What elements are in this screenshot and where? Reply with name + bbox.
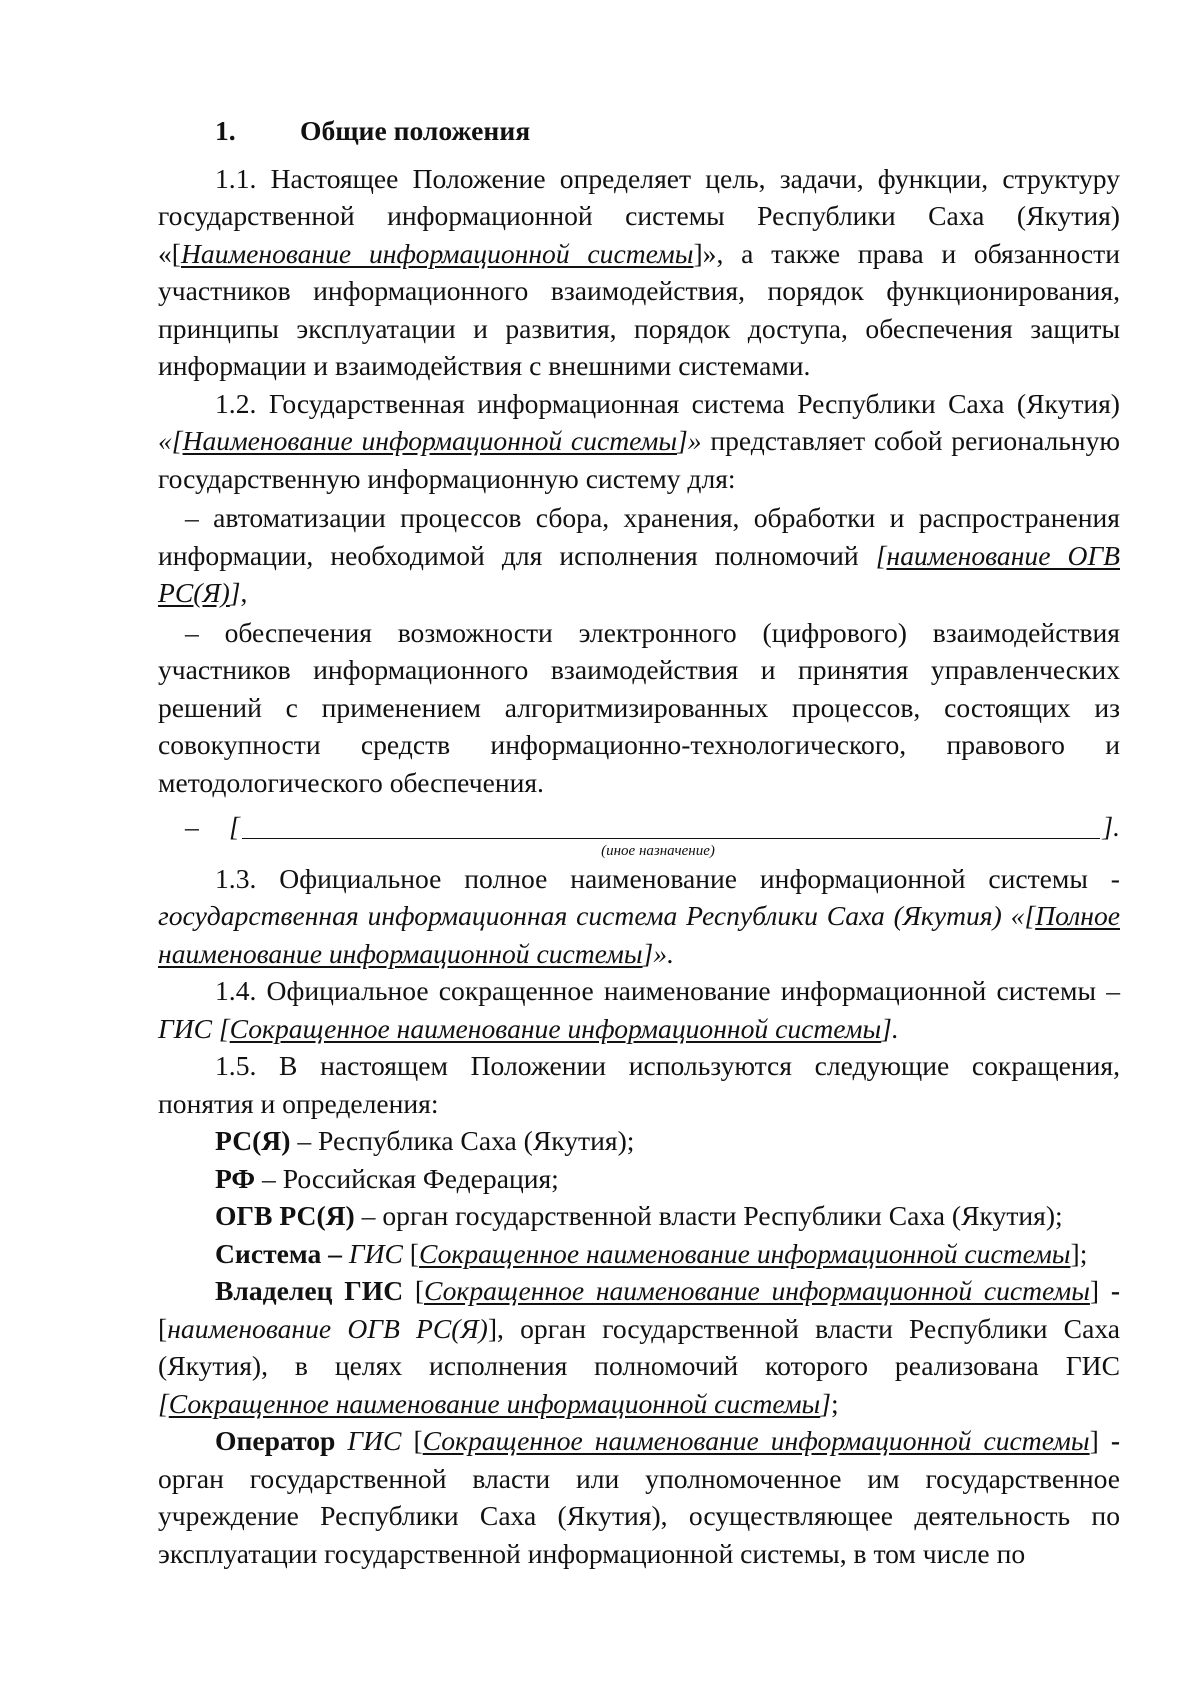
bracket-close: ]». bbox=[642, 937, 674, 969]
bullet-item-interaction bbox=[158, 614, 1120, 802]
definition-operator bbox=[158, 1422, 1120, 1572]
system-name-placeholder: Наименование информационной системы bbox=[181, 237, 694, 269]
fill-in-caption: (иное назначение) bbox=[601, 842, 715, 859]
paragraph-1-4-text: 1.4. Официальное сокращенное наименование информационной системы – bbox=[215, 975, 1120, 1006]
definition: – Республика Саха (Якутия); bbox=[290, 1125, 635, 1156]
definition-owner bbox=[158, 1272, 1120, 1422]
bracket-close: ]» bbox=[677, 425, 702, 456]
bracket-open: [ bbox=[875, 539, 887, 571]
short-name-placeholder: Сокращенное наименование информационной системы bbox=[419, 1237, 1071, 1269]
short-name-placeholder: Сокращенное наименование информационной системы bbox=[422, 1425, 1090, 1456]
definition-ogv bbox=[158, 1197, 1120, 1235]
term-dash: – bbox=[321, 1237, 349, 1269]
bracket-close: ]; bbox=[1070, 1237, 1088, 1269]
term: Оператор bbox=[215, 1425, 336, 1456]
bracket-open: [ bbox=[229, 811, 240, 842]
bracket-open: «[ bbox=[158, 425, 183, 456]
bracket-close: ] bbox=[229, 577, 241, 608]
paragraph-1-2-text-b: представляет собой региональную государственную информационную систему для: bbox=[158, 425, 1120, 494]
definition: орган государственной власти или уполномоченное им государственное учреждение Республики Саха (Якутия), осуществляющее деятельность по эксплуатации государственной информационной системы, в том числе по bbox=[158, 1462, 1120, 1569]
definition: ], орган государственной власти Республики Саха (Якутия), в целях исполнения полномочий которого реализована ГИС bbox=[158, 1312, 1120, 1381]
ogv-name-placeholder: наименование ОГВ РС(Я) bbox=[167, 1312, 488, 1344]
bullet-dash: – bbox=[185, 811, 199, 842]
paragraph-1-2-text-a: 1.2. Государственная информационная система Республики Саха (Якутия) bbox=[215, 387, 1120, 419]
term: ОГВ РС(Я) bbox=[215, 1200, 355, 1231]
bracket-open: [ bbox=[158, 1312, 168, 1344]
paragraph-1-1 bbox=[158, 160, 1120, 385]
short-name-placeholder: Сокращенное наименование информационной системы bbox=[229, 1012, 882, 1044]
definitions-list bbox=[158, 1122, 1120, 1572]
bullet-item-automation bbox=[158, 499, 1120, 612]
bullet-1-text: – автоматизации процессов сбора, хранения, обработки и распространения информации, необходимой для исполнения полномочий bbox=[158, 502, 1120, 571]
other-purpose-blank bbox=[158, 808, 1120, 846]
paragraph-1-4 bbox=[158, 972, 1120, 1047]
paragraph-1-2 bbox=[158, 385, 1120, 498]
fill-in-line[interactable] bbox=[242, 813, 1101, 839]
section-heading bbox=[215, 112, 1120, 150]
paragraph-1-3 bbox=[158, 860, 1120, 973]
full-name-italic: государственная информационная система Республики Саха (Якутия) «[ bbox=[158, 900, 1036, 931]
bracket-open: [ bbox=[403, 1275, 425, 1306]
term: РФ bbox=[215, 1162, 256, 1194]
bracket-close: ] bbox=[820, 1387, 831, 1419]
system-name-placeholder: Наименование информационной системы bbox=[182, 425, 678, 456]
paragraph-1-1-text-a: 1.1. Настоящее Положение определяет цель, задачи, функции, структуру государственной информационной системы Республики Саха (Якутия) «[ bbox=[158, 162, 1120, 269]
definition: – Российская Федерация; bbox=[255, 1162, 559, 1194]
bracket-open: [ bbox=[158, 1387, 169, 1419]
bracket-open: [ bbox=[402, 1237, 419, 1269]
paragraph-1-3-text: 1.3. Официальное полное наименование информационной системы - bbox=[215, 862, 1120, 894]
gis-italic: ГИС bbox=[335, 1425, 402, 1456]
term: Система bbox=[215, 1237, 322, 1269]
definition: – орган государственной власти Республики Саха (Якутия); bbox=[354, 1200, 1063, 1231]
ogv-name-placeholder: наименование ОГВ РС(Я) bbox=[158, 539, 1120, 608]
bullet-2-text: – обеспечения возможности электронного (цифрового) взаимодействия участников информационного взаимодействия и принятия управленческих решений с применением алгоритмизированных процессов, состоящих из совокупности средств информационно-технологического, правового и методологического обеспечения. bbox=[158, 616, 1120, 798]
paragraph-1-1-text-b: ]», а также права и обязанности участников информационного взаимодействия, порядок функционирования, принципы эксплуатации и развития, порядок доступа, обеспечения защиты информации и взаимодействия с внешними системами. bbox=[158, 237, 1120, 381]
definition-rs bbox=[158, 1122, 1120, 1160]
paragraph-1-5: 1.5. В настоящем Положении используются следующие сокращения, понятия и определения: bbox=[158, 1050, 1120, 1119]
bracket-close: ] bbox=[1089, 1425, 1099, 1456]
term-dash: - bbox=[1098, 1425, 1121, 1456]
bracket-close: ] bbox=[1089, 1275, 1100, 1306]
full-name-placeholder: Полное наименование информационной системы bbox=[158, 900, 1120, 969]
term: РС(Я) bbox=[215, 1125, 291, 1156]
section-title: Общие положения bbox=[300, 115, 531, 146]
bracket-close: ]. bbox=[881, 1012, 899, 1044]
gis-italic: ГИС bbox=[348, 1237, 403, 1269]
term-dash: - bbox=[1099, 1275, 1121, 1306]
bracket-open: [ bbox=[401, 1425, 423, 1456]
section-number: 1. bbox=[215, 115, 236, 146]
short-name-placeholder: Сокращенное наименование информационной системы bbox=[168, 1387, 821, 1419]
definition-system bbox=[158, 1235, 1120, 1273]
short-name-placeholder: Сокращенное наименование информационной системы bbox=[424, 1275, 1090, 1306]
bracket-close: ]. bbox=[1102, 811, 1120, 842]
short-name-italic: ГИС [ bbox=[158, 1012, 230, 1044]
definition-rf bbox=[158, 1160, 1120, 1198]
bullet-1-end: , bbox=[240, 577, 248, 608]
definition-end: ; bbox=[831, 1387, 839, 1419]
term: Владелец ГИС bbox=[215, 1275, 404, 1306]
